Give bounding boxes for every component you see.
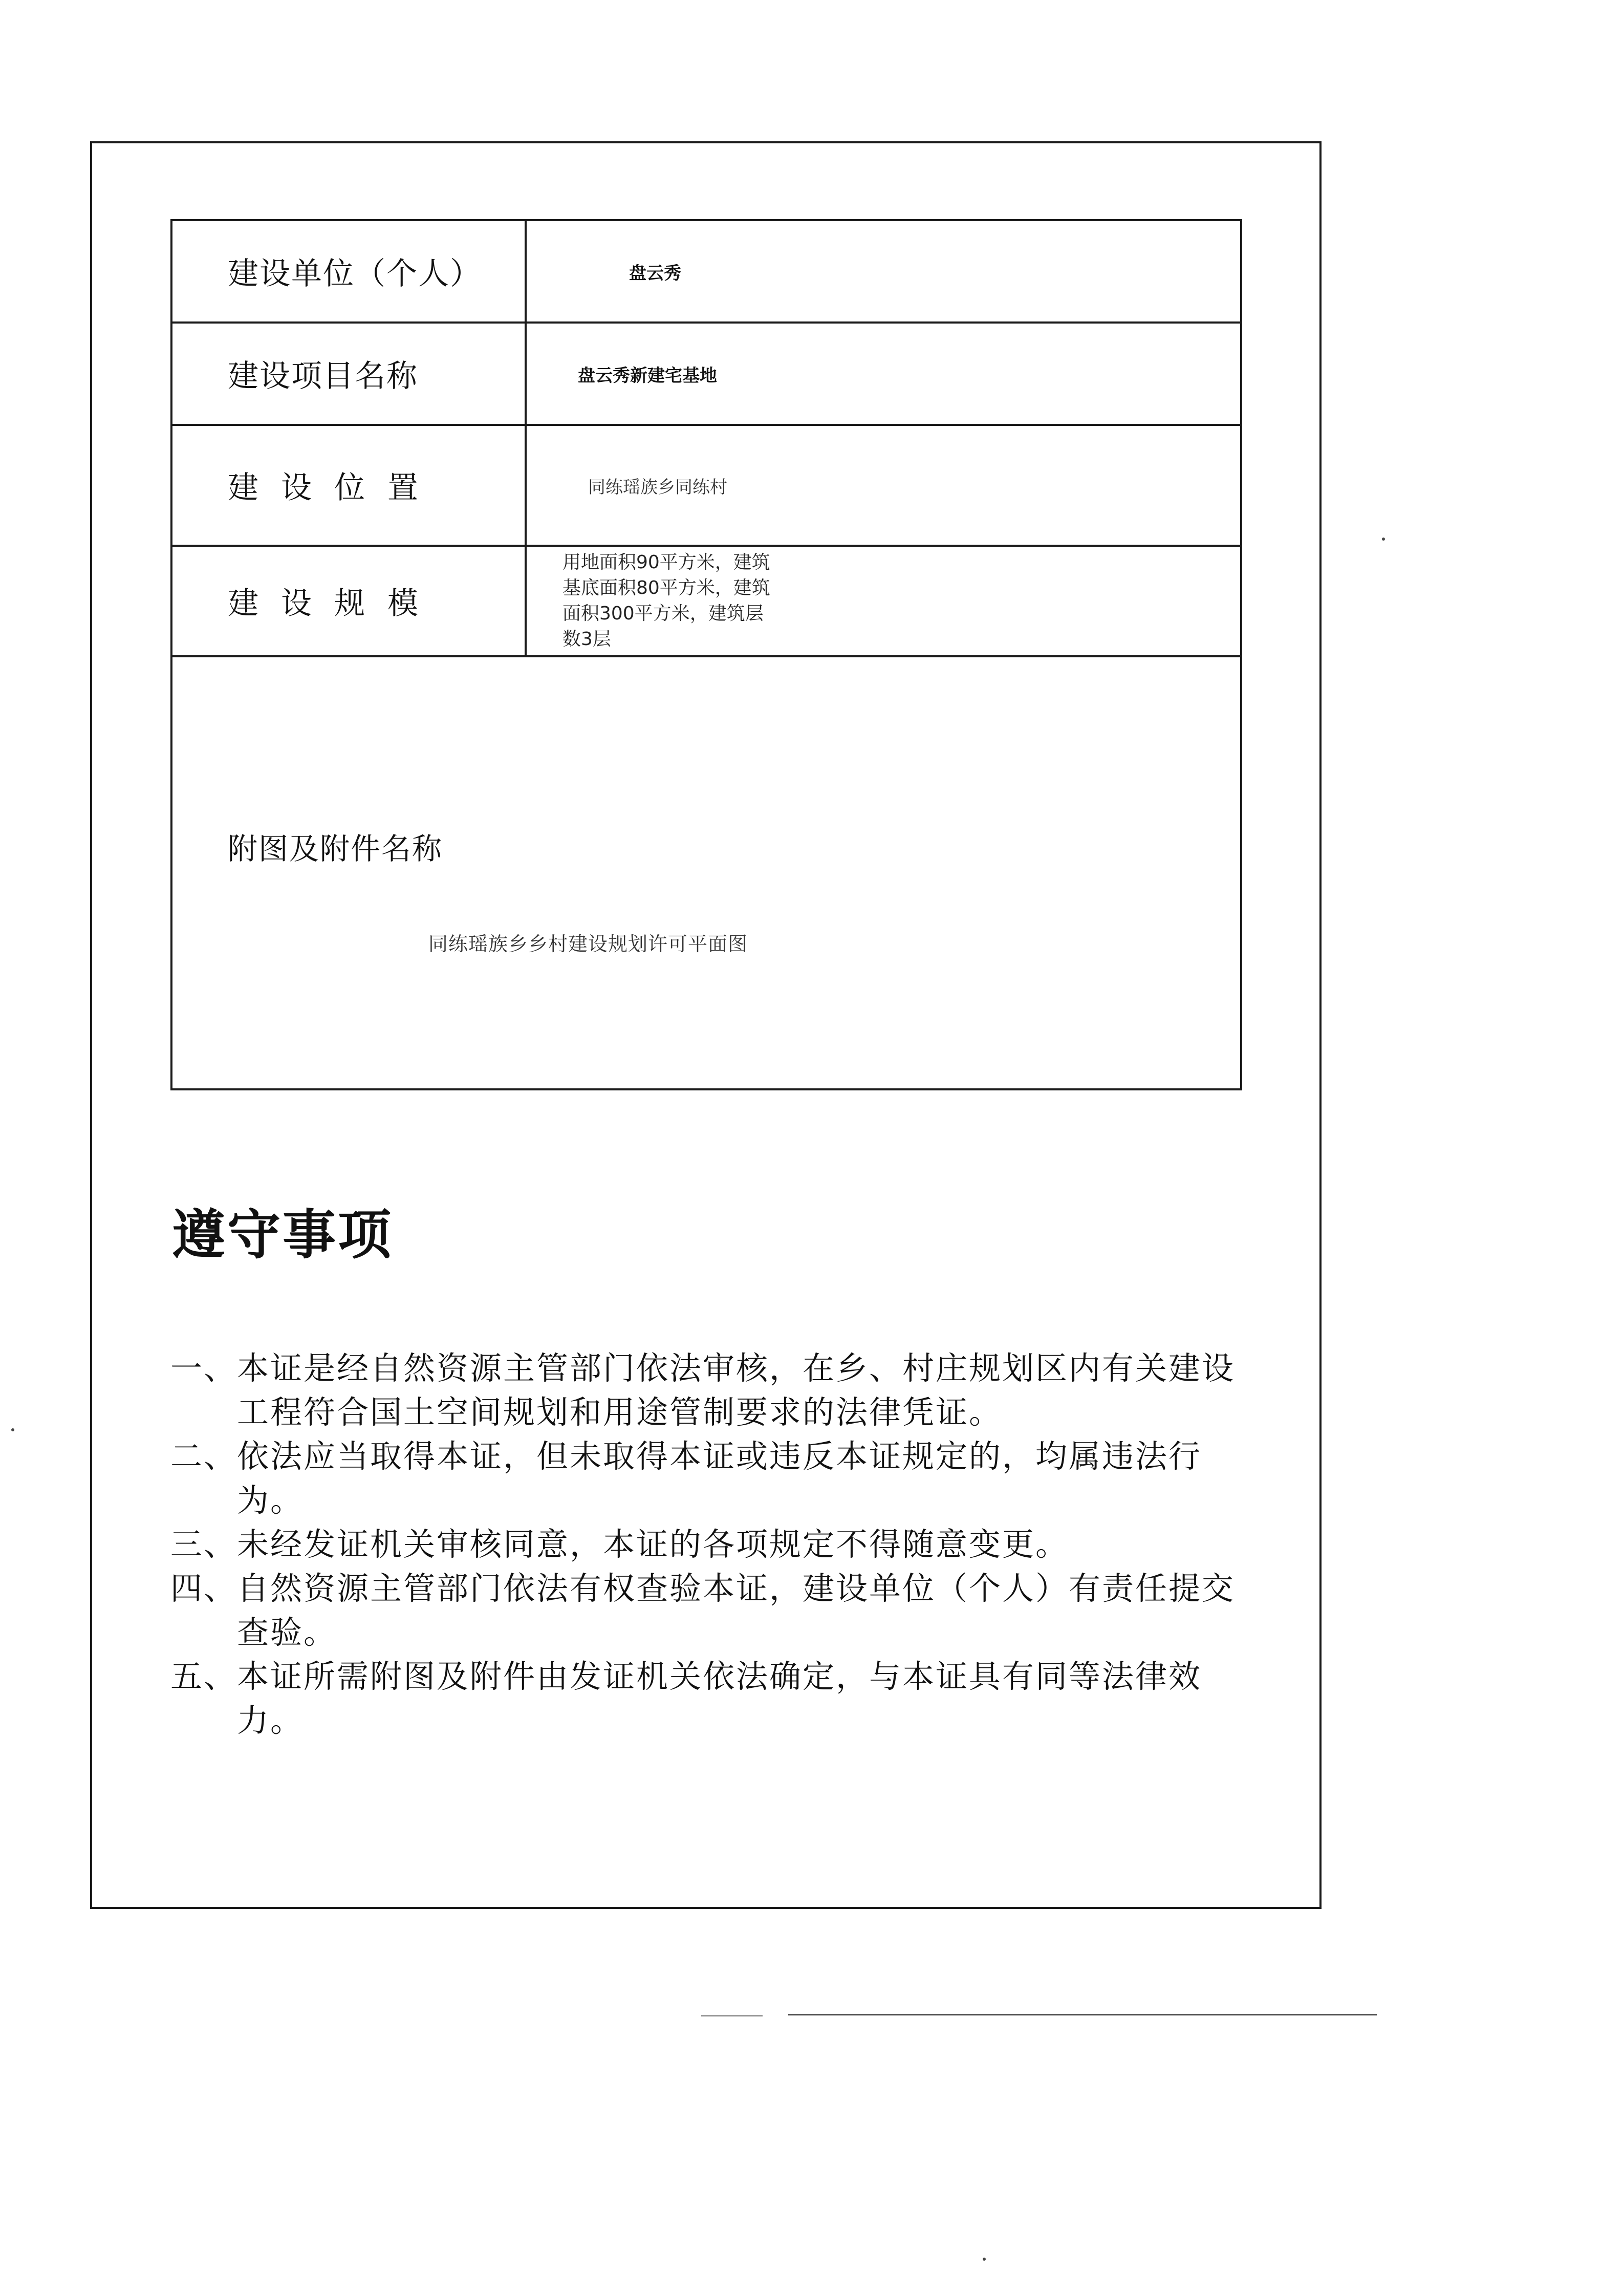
label-cell xyxy=(171,220,526,323)
location-label: 建设位置 xyxy=(228,470,441,506)
rule-text: 未经发证机关审核同意，本证的各项规定不得随意变更。 xyxy=(237,1526,1069,1563)
list-item xyxy=(170,1655,1245,1743)
scan-artifact-line xyxy=(788,2014,1377,2015)
scan-speck xyxy=(1382,538,1385,541)
scan-speck xyxy=(11,1428,14,1431)
value-cell xyxy=(526,323,1241,425)
project-name-label: 建设项目名称 xyxy=(228,358,418,394)
table-row xyxy=(171,323,1241,425)
attachment-item: 同练瑶族乡乡村建设规划许可平面图 xyxy=(428,932,748,955)
label-cell xyxy=(171,546,526,656)
rule-text: 自然资源主管部门依法有权查验本证，建设单位（个人）有责任提交查验。 xyxy=(237,1570,1236,1651)
list-item xyxy=(170,1434,1245,1522)
certificate-info-table xyxy=(170,219,1242,1090)
rule-number: 一、 xyxy=(170,1349,237,1387)
attachments-label: 附图及附件名称 xyxy=(228,831,443,866)
rule-number: 二、 xyxy=(170,1437,237,1475)
scale-line: 面积300平方米，建筑层 xyxy=(562,603,764,624)
project-name-value: 盘云秀新建宅基地 xyxy=(578,365,717,386)
value-cell xyxy=(526,220,1241,323)
attachments-cell xyxy=(171,656,1241,1089)
label-cell xyxy=(171,323,526,425)
list-item xyxy=(170,1567,1245,1655)
rule-text: 本证所需附图及附件由发证机关依法确定，与本证具有同等法律效力。 xyxy=(237,1658,1202,1739)
scan-speck xyxy=(983,2258,986,2261)
rule-number: 五、 xyxy=(170,1658,237,1695)
location-value: 同练瑶族乡同练村 xyxy=(588,477,727,498)
scale-line: 数3层 xyxy=(562,629,611,650)
builder-label: 建设单位（个人） xyxy=(228,256,482,292)
rule-text: 本证是经自然资源主管部门依法审核，在乡、村庄规划区内有关建设工程符合国土空间规划和用途管制要求的法律凭证。 xyxy=(237,1349,1236,1431)
rule-number: 四、 xyxy=(170,1570,237,1607)
scale-line: 用地面积90平方米，建筑 xyxy=(562,552,770,573)
rule-text: 依法应当取得本证，但未取得本证或违反本证规定的，均属违法行为。 xyxy=(237,1437,1202,1519)
scale-label: 建设规模 xyxy=(228,586,441,621)
table-row xyxy=(171,656,1241,1089)
builder-value: 盘云秀 xyxy=(629,263,681,284)
notice-rules-list xyxy=(170,1346,1245,1743)
table-row xyxy=(171,425,1241,546)
label-cell xyxy=(171,425,526,546)
scale-line: 基底面积80平方米，建筑 xyxy=(562,577,770,598)
scan-artifact-line xyxy=(701,2015,763,2016)
list-item xyxy=(170,1522,1245,1567)
scale-value xyxy=(527,550,1240,652)
table-row xyxy=(171,220,1241,323)
table-row xyxy=(171,546,1241,656)
value-cell xyxy=(526,425,1241,546)
notice-title: 遵守事项 xyxy=(172,1204,394,1266)
value-cell xyxy=(526,546,1241,656)
rule-number: 三、 xyxy=(170,1526,237,1563)
list-item xyxy=(170,1346,1245,1434)
